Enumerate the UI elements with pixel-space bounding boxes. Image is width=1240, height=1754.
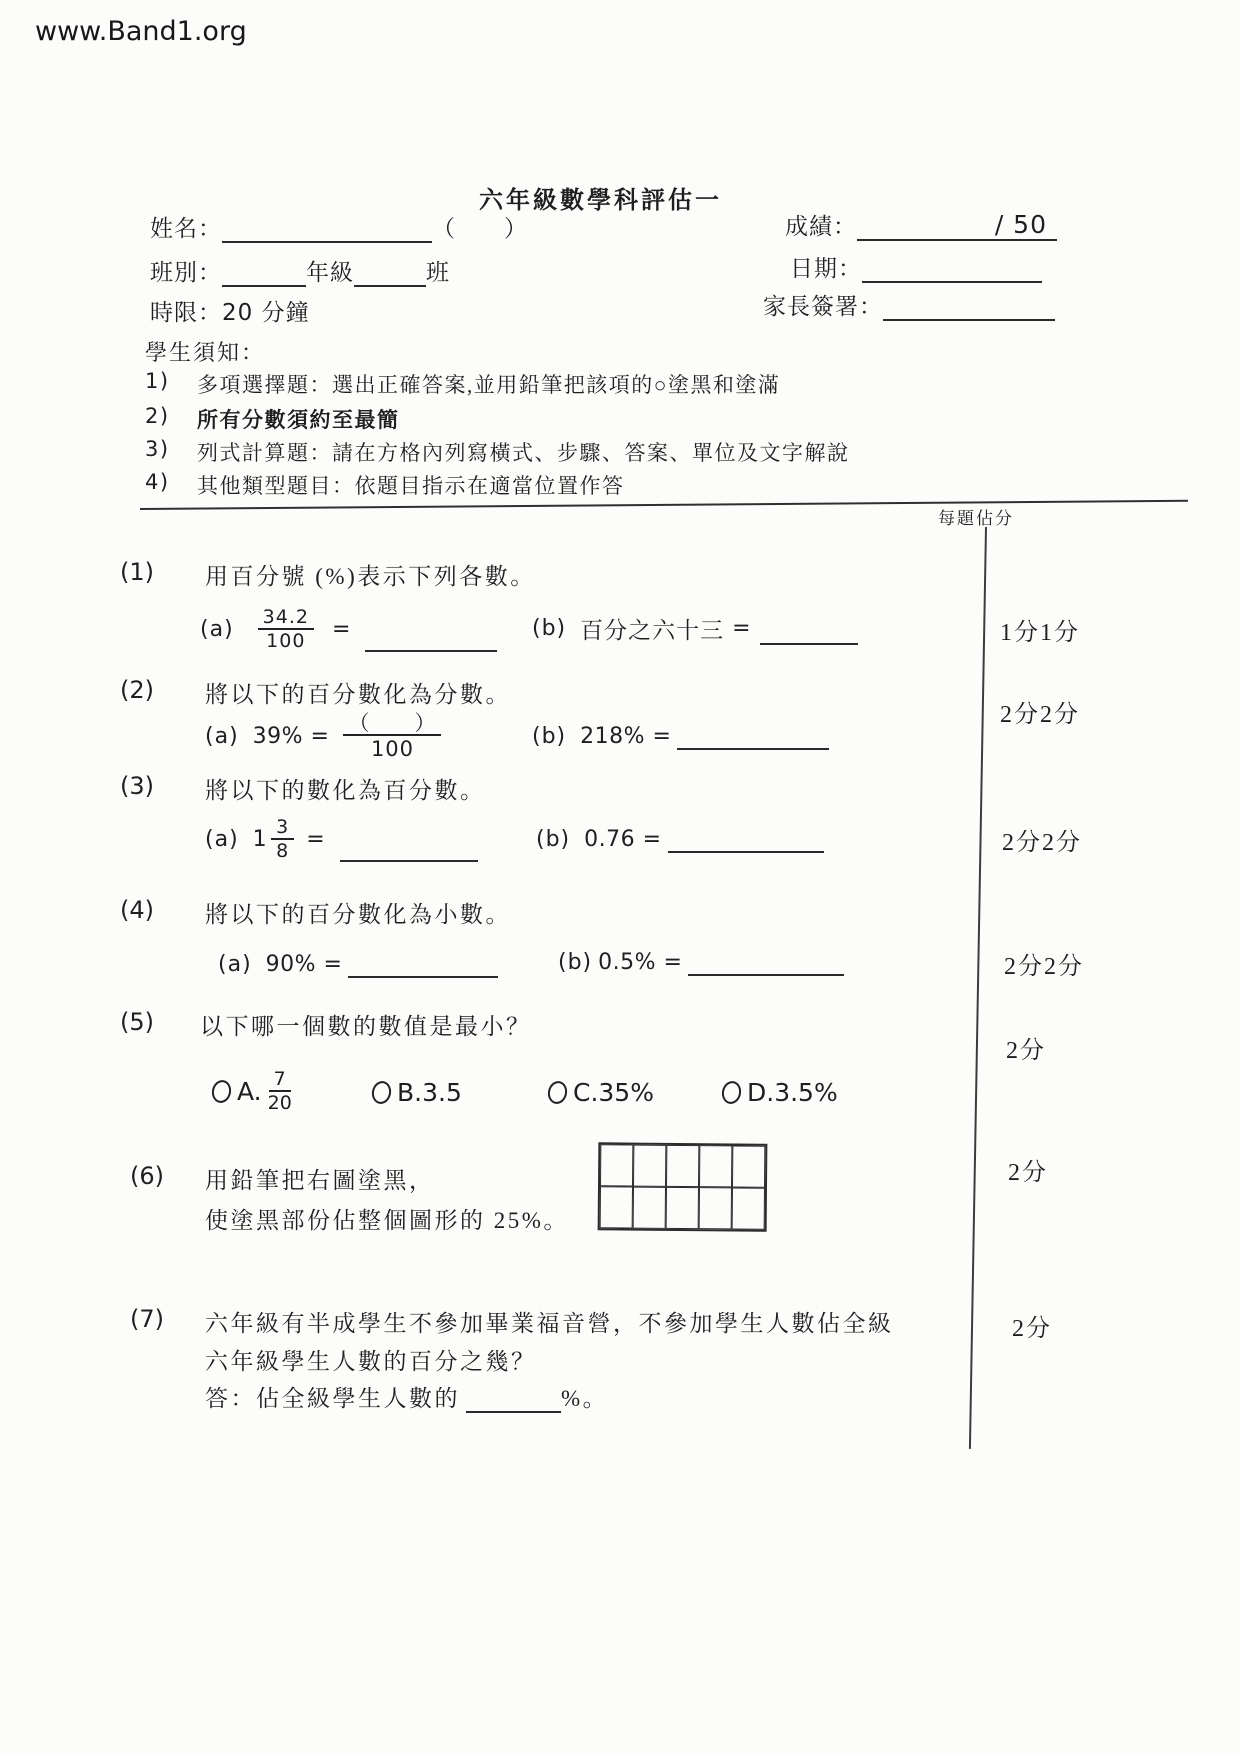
class-grade-blank[interactable] bbox=[222, 259, 306, 287]
date-field bbox=[790, 250, 1042, 283]
answer-blank[interactable] bbox=[677, 722, 829, 750]
option-a[interactable] bbox=[212, 1070, 298, 1114]
grid-cell[interactable] bbox=[699, 1145, 732, 1187]
answer-blank[interactable] bbox=[348, 950, 498, 978]
answer-blank[interactable] bbox=[466, 1385, 561, 1413]
question-4-part-b bbox=[558, 948, 844, 976]
grid-cell[interactable] bbox=[600, 1144, 633, 1186]
fraction-denominator: 20 bbox=[267, 1091, 292, 1114]
question-6-line2: 使塗黑部份佔整個圖形的 25%。 bbox=[205, 1208, 569, 1233]
note-item-1 bbox=[145, 369, 780, 399]
grid-cell[interactable] bbox=[732, 1145, 765, 1187]
note-number: 1) bbox=[145, 369, 170, 393]
class-label: 班別： bbox=[150, 260, 222, 285]
answer-suffix: %。 bbox=[561, 1386, 609, 1411]
grid-cell[interactable] bbox=[666, 1187, 699, 1229]
marks-q6: 2分 bbox=[1008, 1160, 1048, 1186]
note-number: 4) bbox=[145, 470, 170, 494]
option-label: C. bbox=[573, 1078, 599, 1107]
question-7-line2: 六年級學生人數的百分之幾？ bbox=[205, 1349, 537, 1374]
marks-q3: 2分2分 bbox=[1002, 830, 1082, 856]
question-4-stem: 將以下的百分數化為小數。 bbox=[205, 902, 511, 927]
grid-cell[interactable] bbox=[699, 1187, 732, 1229]
part-label: (b) bbox=[532, 723, 567, 749]
answer-blank[interactable] bbox=[340, 834, 478, 862]
name-paren: （ ） bbox=[432, 216, 528, 241]
note-text: 多項選擇題：選出正確答案,並用鉛筆把該項的○塗黑和塗滿 bbox=[197, 373, 781, 397]
note-item-2 bbox=[145, 404, 400, 434]
name-blank[interactable] bbox=[222, 215, 432, 243]
time-value: 20 分鐘 bbox=[222, 300, 310, 326]
option-value: 3.5 bbox=[422, 1078, 462, 1107]
grid-cell[interactable] bbox=[600, 1186, 633, 1228]
note-number: 2) bbox=[145, 404, 170, 428]
note-text: 所有分數須約至最簡 bbox=[197, 408, 400, 432]
question-2-part-b bbox=[532, 722, 829, 750]
question-4-part-a bbox=[218, 950, 498, 978]
note-item-3 bbox=[145, 437, 850, 467]
fraction-numerator: 7 bbox=[269, 1070, 291, 1092]
option-bubble-icon[interactable] bbox=[210, 1079, 233, 1105]
score-blank[interactable]: / 50 bbox=[857, 213, 1057, 241]
question-5-number: (5) bbox=[120, 1008, 154, 1036]
parent-signature-blank[interactable] bbox=[883, 293, 1055, 321]
fraction-numerator: 3 bbox=[271, 818, 294, 840]
question-1-part-b bbox=[532, 612, 858, 645]
page-title: 六年級數學科評估一 bbox=[479, 188, 722, 214]
question-1-part-a bbox=[200, 608, 497, 652]
fraction-denominator: 8 bbox=[276, 839, 290, 862]
note-text: 列式計算題：請在方格內列寫橫式、步驟、答案、單位及文字解說 bbox=[197, 441, 850, 465]
part-text: 39% = bbox=[252, 723, 330, 749]
option-value: 35% bbox=[598, 1078, 654, 1107]
date-label: 日期： bbox=[790, 256, 862, 281]
option-b[interactable] bbox=[372, 1078, 462, 1107]
fraction-denominator: 100 bbox=[370, 737, 415, 762]
mixed-number-whole: 1 bbox=[252, 827, 268, 853]
question-2-part-a bbox=[205, 712, 451, 760]
equals-sign: = bbox=[306, 827, 326, 853]
marks-q2: 2分2分 bbox=[1000, 702, 1080, 728]
question-7-answer-line bbox=[205, 1380, 608, 1413]
option-bubble-icon[interactable] bbox=[370, 1079, 393, 1105]
part-text: 百分之六十三 bbox=[580, 618, 725, 643]
answer-blank[interactable] bbox=[760, 617, 858, 645]
question-5-stem: 以下哪一個數的數值是最小？ bbox=[200, 1014, 532, 1039]
option-c[interactable] bbox=[548, 1078, 654, 1107]
note-text: 其他類型題目：依題目指示在適當位置作答 bbox=[197, 474, 625, 498]
option-bubble-icon[interactable] bbox=[720, 1079, 743, 1105]
note-item-4 bbox=[145, 470, 625, 500]
name-field bbox=[150, 210, 528, 243]
fraction bbox=[268, 1070, 292, 1114]
grid-cell[interactable] bbox=[666, 1145, 699, 1187]
name-label: 姓名： bbox=[150, 216, 222, 241]
marks-q1: 1分1分 bbox=[1000, 620, 1080, 646]
answer-blank[interactable] bbox=[688, 948, 844, 976]
question-3-number: (3) bbox=[120, 772, 154, 800]
class-grade-label: 年級 bbox=[306, 260, 354, 285]
part-label: (a) bbox=[205, 723, 239, 749]
fraction bbox=[258, 608, 314, 652]
question-3-part-a bbox=[205, 818, 478, 862]
option-bubble-icon[interactable] bbox=[546, 1079, 569, 1105]
question-2-number: (2) bbox=[120, 676, 154, 704]
parent-signature-field bbox=[763, 288, 1055, 321]
class-suffix-label: 班 bbox=[426, 260, 450, 285]
equals-sign: = bbox=[732, 616, 752, 641]
fraction bbox=[271, 818, 294, 862]
part-text: 90% = bbox=[265, 951, 343, 977]
grid-cell[interactable] bbox=[633, 1187, 666, 1229]
question-6-number: (6) bbox=[130, 1162, 164, 1190]
date-blank[interactable] bbox=[862, 255, 1042, 283]
answer-blank[interactable] bbox=[668, 825, 824, 853]
answer-prefix: 答：佔全級學生人數的 bbox=[205, 1386, 460, 1411]
note-number: 3) bbox=[145, 437, 170, 461]
marks-q7: 2分 bbox=[1012, 1316, 1052, 1342]
equals-sign: = bbox=[331, 617, 352, 643]
fraction-numerator[interactable]: （ ） bbox=[343, 712, 441, 736]
fraction bbox=[343, 712, 441, 760]
option-label: D. bbox=[747, 1078, 775, 1107]
class-number-blank[interactable] bbox=[354, 259, 426, 287]
part-text: 218% = bbox=[580, 723, 672, 749]
question-1-stem: 用百分號 (%)表示下列各數。 bbox=[205, 564, 536, 589]
answer-blank[interactable] bbox=[365, 624, 497, 652]
option-label: A. bbox=[237, 1077, 262, 1107]
marks-column-header: 每題佔分 bbox=[938, 509, 1014, 528]
part-text: 0.76 = bbox=[584, 826, 662, 852]
question-3-stem: 將以下的數化為百分數。 bbox=[205, 778, 486, 803]
class-field bbox=[150, 254, 450, 287]
marks-divider-line bbox=[969, 527, 987, 1449]
score-field bbox=[785, 208, 1057, 241]
grid-cell[interactable] bbox=[633, 1145, 666, 1187]
part-label: (a) bbox=[218, 951, 252, 977]
part-label: (a) bbox=[200, 617, 234, 643]
part-label: (a) bbox=[205, 827, 239, 853]
marks-q4: 2分2分 bbox=[1004, 954, 1084, 980]
option-d[interactable] bbox=[722, 1078, 838, 1107]
question-7-line1: 六年級有半成學生不參加畢業福音營，不參加學生人數佔全級 bbox=[205, 1311, 894, 1336]
score-label: 成績： bbox=[785, 214, 857, 239]
site-watermark: www.Band1.org bbox=[35, 16, 247, 47]
part-label: (b) bbox=[532, 616, 567, 641]
question-3-part-b bbox=[536, 825, 824, 853]
option-value: 3.5% bbox=[774, 1078, 838, 1107]
question-4-number: (4) bbox=[120, 896, 154, 924]
option-label: B. bbox=[397, 1078, 423, 1107]
marks-q5: 2分 bbox=[1006, 1038, 1046, 1064]
question-2-stem: 將以下的百分數化為分數。 bbox=[205, 682, 511, 707]
question-7-number: (7) bbox=[130, 1305, 164, 1333]
time-label: 時限： bbox=[150, 300, 222, 325]
grid-cell[interactable] bbox=[732, 1187, 765, 1229]
question-6-line1: 用鉛筆把右圖塗黑， bbox=[205, 1168, 435, 1193]
part-label: (b) bbox=[536, 826, 571, 852]
notes-heading: 學生須知： bbox=[145, 340, 266, 365]
fraction-numerator: 34.2 bbox=[258, 608, 314, 630]
shading-grid[interactable] bbox=[598, 1142, 768, 1231]
fraction-denominator: 100 bbox=[266, 629, 306, 652]
time-field bbox=[150, 294, 310, 327]
part-label: (b) bbox=[558, 949, 593, 975]
question-1-number: (1) bbox=[120, 558, 154, 586]
parent-signature-label: 家長簽署： bbox=[763, 294, 883, 319]
header-divider-line bbox=[140, 500, 1188, 511]
part-text: 0.5% = bbox=[598, 949, 683, 975]
